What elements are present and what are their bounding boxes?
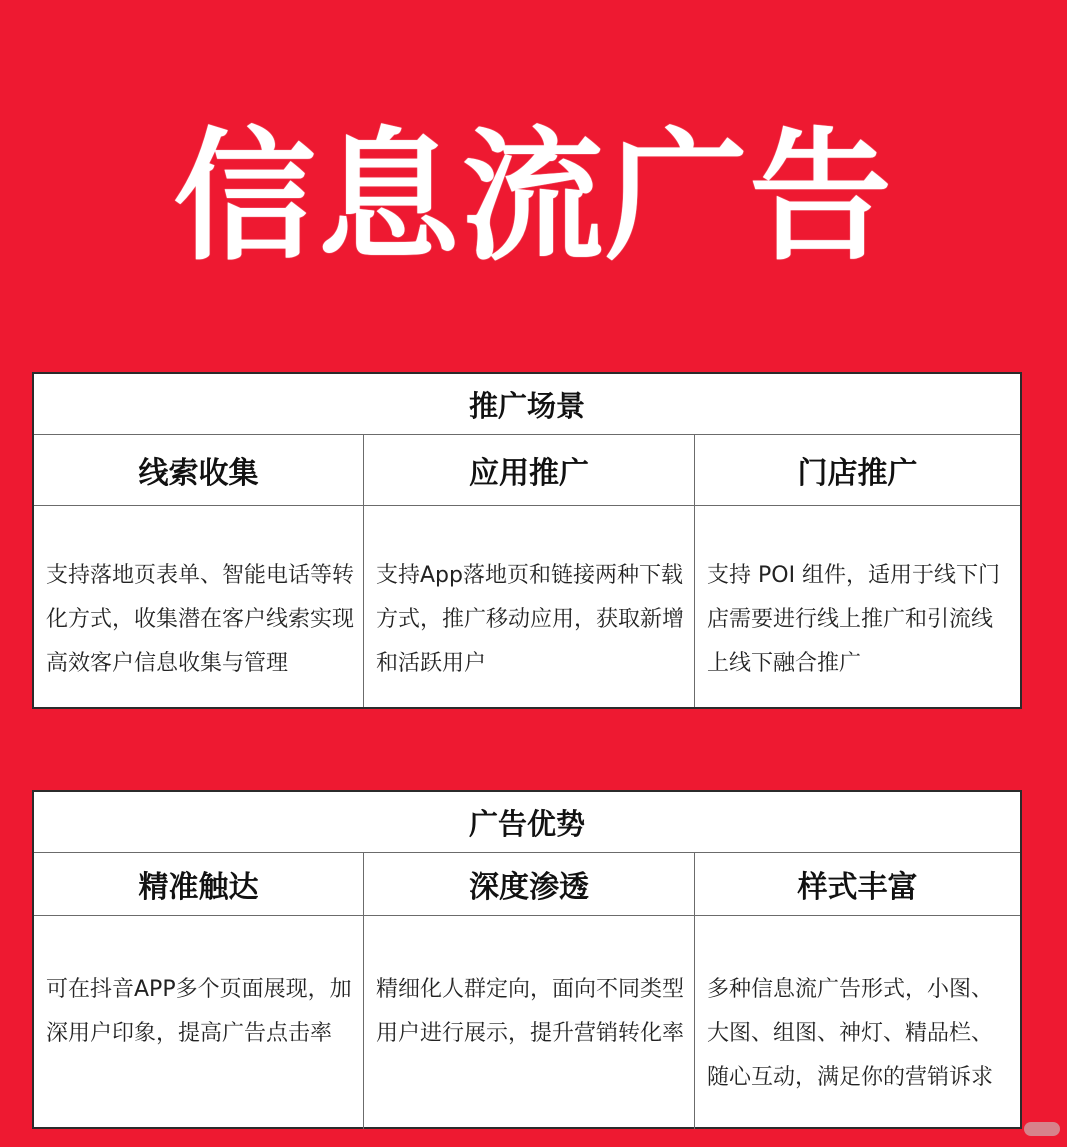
scene-title-app-promotion: 应用推广 <box>364 435 694 506</box>
ad-advantages-header: 广告优势 <box>34 792 1020 853</box>
scene-column-app-promotion <box>364 435 695 707</box>
advantage-desc-deep-penetration: 精细化人群定向，面向不同类型用户进行展示，提升营销转化率 <box>376 977 685 1046</box>
page-title: 信息流广告 <box>173 115 894 280</box>
scene-desc-app-promotion: 支持App落地页和链接两种下载方式，推广移动应用，获取新增和活跃用户 <box>376 563 685 676</box>
scene-desc-store-promotion: 支持 POI 组件，适用于线下门店需要进行线上推广和引流线上线下融合推广 <box>707 563 1001 676</box>
advantage-desc-precise-reach: 可在抖音APP多个页面展现，加深用户印象，提高广告点击率 <box>46 977 352 1046</box>
advantage-title-deep-penetration: 深度渗透 <box>364 853 694 916</box>
promotion-scenes-header: 推广场景 <box>34 374 1020 435</box>
advantage-desc-rich-formats: 多种信息流广告形式，小图、大图、组图、神灯、精品栏、随心互动，满足你的营销诉求 <box>707 977 994 1090</box>
ad-advantages-row <box>34 853 1020 1129</box>
scene-desc-lead-collection: 支持落地页表单、智能电话等转化方式，收集潜在客户线索实现高效客户信息收集与管理 <box>46 563 355 676</box>
ad-advantages-table <box>32 790 1022 1129</box>
watermark-badge <box>1024 1122 1060 1136</box>
advantage-title-precise-reach: 精准触达 <box>34 853 363 916</box>
scene-title-lead-collection: 线索收集 <box>34 435 363 506</box>
scene-column-store-promotion <box>695 435 1020 707</box>
advantage-column-precise-reach <box>34 853 364 1129</box>
scene-column-lead-collection <box>34 435 364 707</box>
scene-title-store-promotion: 门店推广 <box>695 435 1020 506</box>
advantage-column-deep-penetration <box>364 853 695 1129</box>
promotion-scenes-row <box>34 435 1020 707</box>
advantage-column-rich-formats <box>695 853 1020 1129</box>
promotion-scenes-table <box>32 372 1022 709</box>
advantage-title-rich-formats: 样式丰富 <box>695 853 1020 916</box>
